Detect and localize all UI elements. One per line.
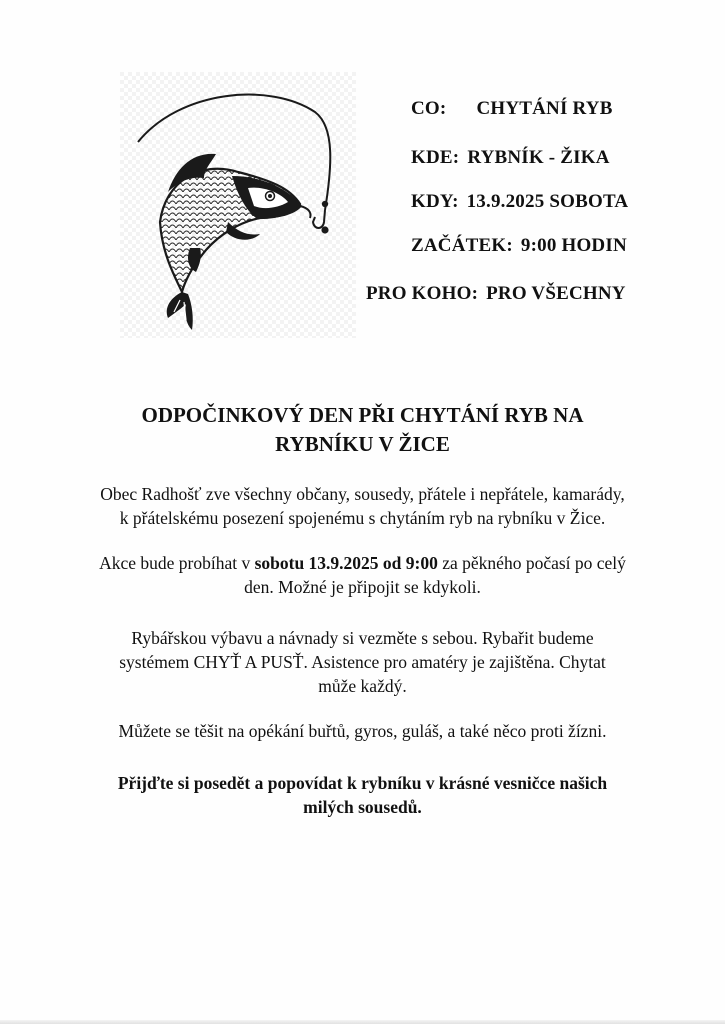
equipment-paragraph [50,626,675,698]
schedule-paragraph [50,551,675,599]
info-where [411,147,610,169]
info-when [411,191,628,213]
p5-line-1: Přijďte si posedět a popovídat k rybníku v krásné vesničce našich [117,773,608,793]
start-value: 9:00 HODIN [520,235,627,256]
what-value: CHYTÁNÍ RYB [476,98,613,119]
food-paragraph [50,719,675,743]
p2-line-1 [50,551,675,575]
when-value: 13.9.2025 SOBOTA [466,191,629,212]
p2-line-1-pre: Akce bude probíhat v [99,553,255,573]
p3-line-3: může každý. [318,676,407,696]
p2-date-emphasis: sobotu 13.9.2025 od 9:00 [254,553,438,573]
start-label: ZAČÁTEK: [411,235,513,256]
p4-line-1: Můžete se těšit na opékání buřtů, gyros, guláš, a také něco proti žízni. [118,721,607,741]
p1-line-1: Obec Radhošť zve všechny občany, sousedy, přátele i nepřátele, kamarády, [100,484,625,504]
p1-line-2: k přátelskému posezení spojenému s chytáním ryb na rybníku v Žice. [119,508,606,528]
info-start [411,235,627,257]
invitation-paragraph [50,482,675,530]
title-line-2: RYBNÍKU V ŽICE [275,432,450,456]
page-bottom-edge [0,1020,725,1024]
who-value: PRO VŠECHNY [486,283,626,304]
p3-line-2: systémem CHYŤ A PUSŤ. Asistence pro amatéry je zajištěna. Chytat [119,652,606,672]
when-label: KDY: [411,191,459,212]
page-title [60,401,665,459]
info-what [411,98,613,120]
p5-line-2: milých sousedů. [303,797,422,817]
where-value: RYBNÍK - ŽIKA [467,147,610,168]
where-label: KDE: [411,147,460,168]
who-label: PRO KOHO: [366,283,479,304]
info-who [366,283,626,305]
closing-paragraph [70,771,655,819]
title-line-1: ODPOČINKOVÝ DEN PŘI CHYTÁNÍ RYB NA [141,403,584,427]
what-label: CO: [411,98,447,119]
fish-on-hook-icon [120,72,356,338]
p3-line-1: Rybářskou výbavu a návnady si vezměte s sebou. Rybařit budeme [131,628,594,648]
p2-line-1-post: za pěkného počasí po celý [437,553,626,573]
p2-line-2: den. Možné je připojit se kdykoli. [244,577,481,597]
